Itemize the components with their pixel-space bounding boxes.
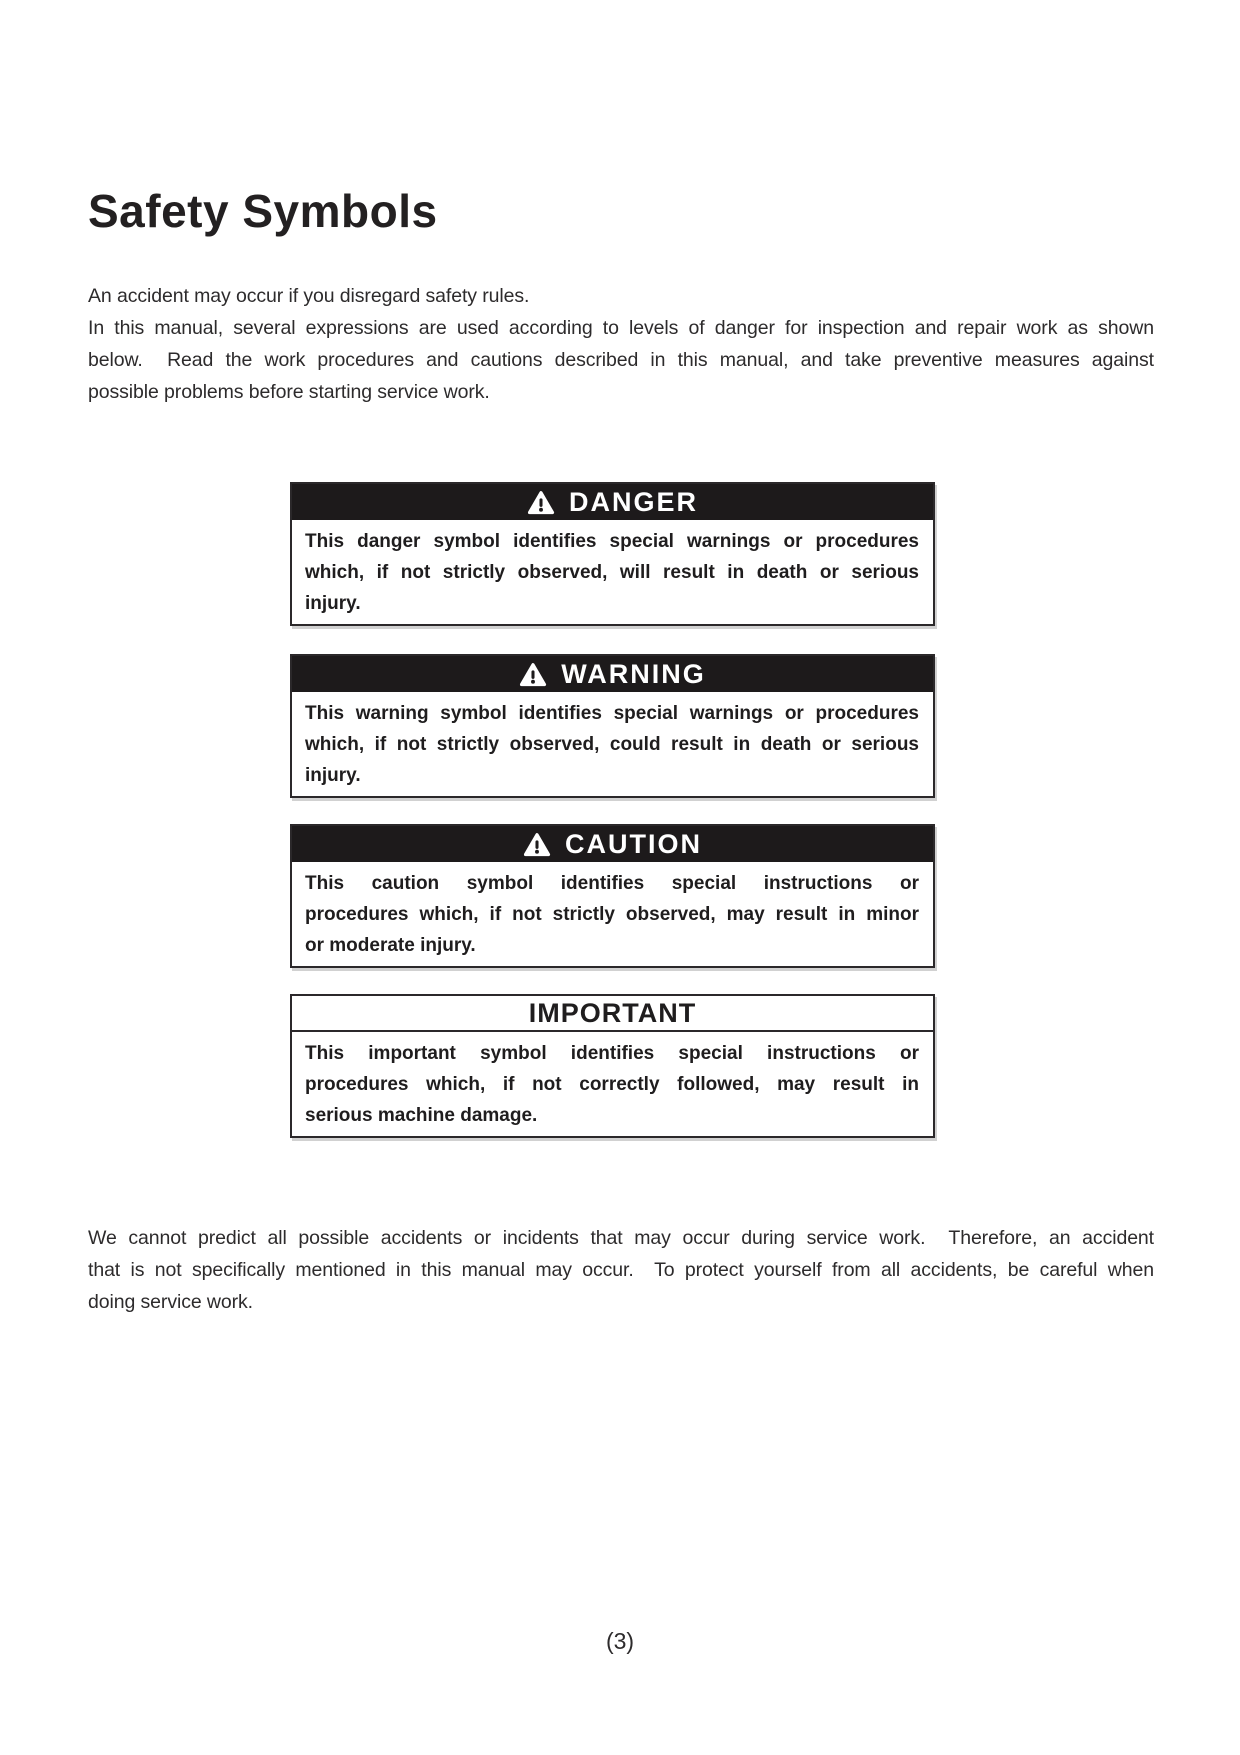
warning-body-line: injury. <box>305 765 361 786</box>
intro-paragraph <box>88 280 1154 408</box>
caution-body-line: or moderate injury. <box>305 935 476 956</box>
danger-body <box>292 520 933 619</box>
warning-header-label: WARNING <box>561 658 706 689</box>
page-number: (3) <box>605 1628 635 1654</box>
intro-line: possible problems before starting service work. <box>88 381 490 403</box>
caution-header-bar <box>292 826 933 862</box>
warning-triangle-icon <box>523 832 551 857</box>
closing-line: doing service work. <box>88 1291 254 1313</box>
danger-header-bar <box>292 484 933 520</box>
intro-line: In this manual, several expressions are used according to levels of danger for inspection and repair work as shown <box>88 317 1154 339</box>
danger-box <box>290 482 935 626</box>
danger-body-line: which, if not strictly observed, will result in death or serious <box>305 562 919 583</box>
caution-header-label: CAUTION <box>565 828 702 859</box>
important-body-line: This important symbol identifies special instructions or <box>305 1043 919 1064</box>
important-header-bar <box>292 996 933 1032</box>
caution-body-line: This caution symbol identifies special instructions or <box>305 873 919 894</box>
page-title: Safety Symbols <box>88 185 438 237</box>
important-header-label: IMPORTANT <box>528 997 697 1028</box>
warning-box <box>290 654 935 798</box>
warning-body <box>292 692 933 791</box>
important-body <box>292 1032 933 1131</box>
warning-body-line: which, if not strictly observed, could result in death or serious <box>305 734 919 755</box>
warning-header-bar <box>292 656 933 692</box>
warning-triangle-icon <box>527 490 555 515</box>
caution-body <box>292 862 933 961</box>
closing-paragraph <box>88 1222 1154 1318</box>
warning-body-line: This warning symbol identifies special warnings or procedures <box>305 703 919 724</box>
intro-line: below. Read the work procedures and cautions described in this manual, and take preventive measures against <box>88 349 1154 371</box>
danger-body-line: injury. <box>305 593 361 614</box>
important-body-line: procedures which, if not correctly followed, may result in <box>305 1074 919 1095</box>
danger-header-label: DANGER <box>568 486 698 517</box>
important-box <box>290 994 935 1138</box>
closing-line: that is not specifically mentioned in this manual may occur. To protect yourself from all accidents, be careful when <box>88 1259 1154 1281</box>
closing-line: We cannot predict all possible accidents or incidents that may occur during service work. Therefore, an accident <box>88 1227 1154 1249</box>
warning-triangle-icon <box>519 662 547 687</box>
caution-body-line: procedures which, if not strictly observed, may result in minor <box>305 904 919 925</box>
intro-line: An accident may occur if you disregard safety rules. <box>88 285 530 307</box>
danger-body-line: This danger symbol identifies special warnings or procedures <box>305 531 919 552</box>
important-body-line: serious machine damage. <box>305 1105 538 1126</box>
caution-box <box>290 824 935 968</box>
